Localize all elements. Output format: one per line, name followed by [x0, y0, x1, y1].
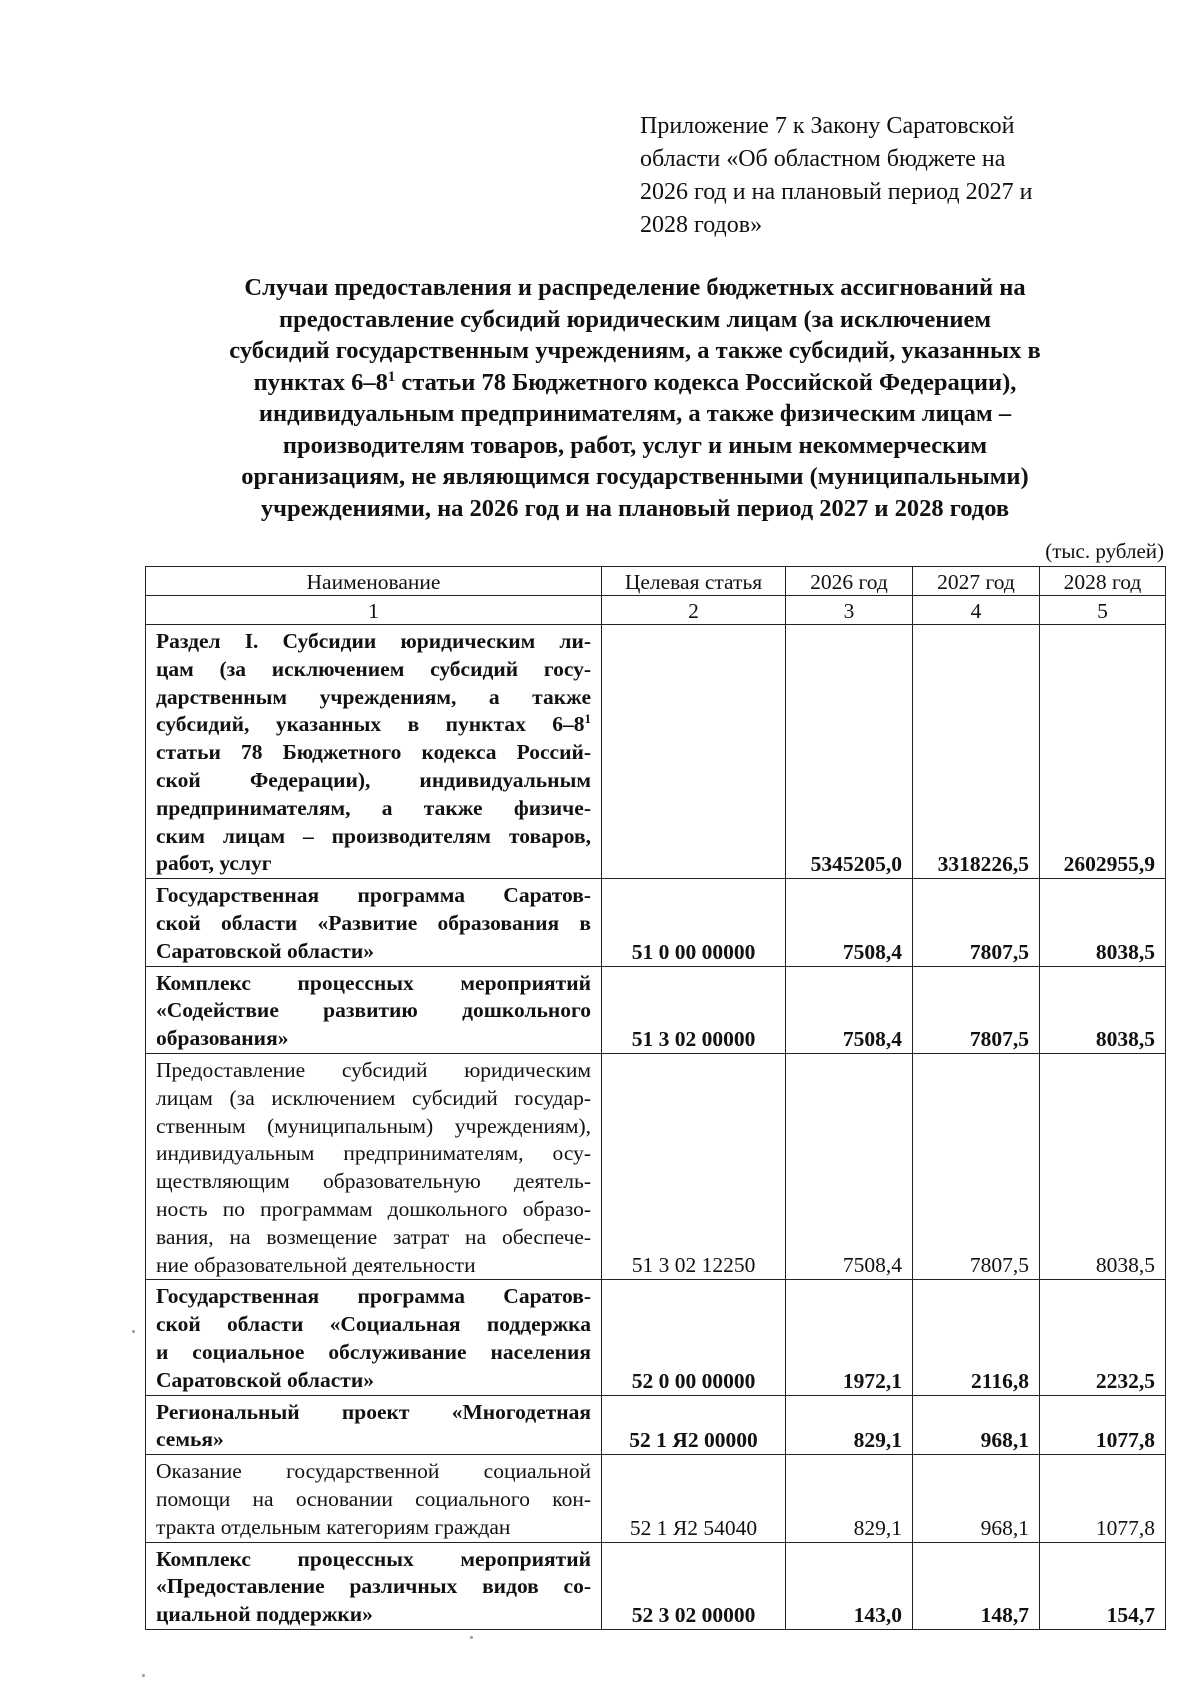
- row-name-line: ским лицам – производителям товаров,: [156, 823, 591, 848]
- row-name: [146, 1455, 602, 1542]
- appendix-reference: [640, 110, 1120, 242]
- row-name-line: и социальное обслуживание населения: [156, 1339, 591, 1364]
- scan-speck: [142, 1674, 145, 1677]
- table-row: [146, 1280, 1166, 1395]
- value-2026: 829,1: [786, 1395, 913, 1455]
- column-number: 2: [602, 596, 786, 625]
- row-name: [146, 1395, 602, 1455]
- row-name-line: Комплекс процессных мероприятий: [156, 970, 591, 995]
- value-2028: 1077,8: [1040, 1455, 1166, 1542]
- table-header-row: [146, 567, 1166, 596]
- value-2028: 8038,5: [1040, 1053, 1166, 1279]
- target-article: 52 0 00 00000: [602, 1280, 786, 1395]
- value-2028: 2602955,9: [1040, 625, 1166, 879]
- appendix-line: 2026 год и на плановый период 2027 и: [640, 179, 1033, 205]
- table-row: [146, 879, 1166, 966]
- row-name-line: индивидуальным предпринимателям, осу-: [156, 1141, 591, 1166]
- budget-table: [145, 566, 1166, 1630]
- row-name: [146, 879, 602, 966]
- row-name-line: ской области «Социальная поддержка: [156, 1312, 591, 1337]
- title-line: Случаи предоставления и распределение бюджетных ассигнований на: [244, 274, 1026, 301]
- value-2026: 1972,1: [786, 1280, 913, 1395]
- row-name-line: тракта отдельным категориям граждан: [156, 1514, 511, 1539]
- row-name-line: ность по программам дошкольного образо-: [156, 1196, 591, 1221]
- row-name-line: Комплекс процессных мероприятий: [156, 1546, 591, 1571]
- value-2027: 3318226,5: [913, 625, 1040, 879]
- target-article: 52 1 Я2 00000: [602, 1395, 786, 1455]
- value-2026: 7508,4: [786, 1053, 913, 1279]
- appendix-line: области «Об областном бюджете на: [640, 146, 1006, 172]
- row-name-line: семья»: [156, 1427, 224, 1452]
- appendix-line: Приложение 7 к Закону Саратовской: [640, 113, 1015, 139]
- footnote-superscript: 1: [584, 712, 591, 727]
- value-2028: 1077,8: [1040, 1395, 1166, 1455]
- row-name-line: Раздел I. Субсидии юридическим ли-: [156, 629, 591, 653]
- value-2027: 148,7: [913, 1542, 1040, 1629]
- row-name-line: помощи на основании социального кон-: [156, 1486, 591, 1511]
- row-name-line: ственным (муниципальным) учреждениям),: [156, 1113, 591, 1138]
- row-name-line: ской Федерации), индивидуальным: [156, 767, 591, 792]
- row-name-line: Предоставление субсидий юридическим: [156, 1057, 591, 1082]
- row-name: [146, 966, 602, 1053]
- value-2027: 7807,5: [913, 879, 1040, 966]
- value-2026: 143,0: [786, 1542, 913, 1629]
- row-name-line: образования»: [156, 1026, 289, 1051]
- value-2028: 8038,5: [1040, 966, 1166, 1053]
- table-row: [146, 625, 1166, 879]
- table-row: [146, 1455, 1166, 1542]
- row-name-line: ществляющим образовательную деятель-: [156, 1169, 591, 1194]
- value-2027: 968,1: [913, 1455, 1040, 1542]
- row-name-line: циальной поддержки»: [156, 1602, 373, 1627]
- title-fragment: статьи 78 Бюджетного кодекса Российской Федерации),: [395, 368, 1017, 396]
- title-line: предоставление субсидий юридическим лицам (за исключением: [278, 305, 992, 333]
- row-name-line: Региональный проект «Многодетная: [156, 1399, 591, 1424]
- row-name-line: ние образовательной деятельности: [156, 1252, 476, 1277]
- target-article: 52 1 Я2 54040: [602, 1455, 786, 1542]
- value-2026: 5345205,0: [786, 625, 913, 879]
- title-line: учреждениями, на 2026 год и на плановый период 2027 и 2028 годов: [260, 494, 1010, 522]
- table-row: [146, 1053, 1166, 1279]
- row-name-line: «Содействие развитию дошкольного: [156, 998, 591, 1023]
- value-2028: 8038,5: [1040, 879, 1166, 966]
- row-name-line: предпринимателям, а также физиче-: [156, 795, 591, 820]
- column-number: 3: [786, 596, 913, 625]
- row-name: [146, 1280, 602, 1395]
- row-name-line: Государственная программа Саратов-: [156, 883, 591, 908]
- scan-speck: [470, 1636, 473, 1639]
- row-name-line: «Предоставление различных видов со-: [156, 1574, 591, 1599]
- row-name-line: Оказание государственной социальной: [156, 1459, 591, 1484]
- title-line: субсидий государственным учреждениям, а также субсидий, указанных в: [229, 337, 1041, 364]
- row-name-line: ской области «Развитие образования в: [156, 910, 591, 935]
- table-row: [146, 1542, 1166, 1629]
- row-name-line: [156, 711, 591, 739]
- header-code: Целевая статья: [602, 567, 786, 596]
- title-line: организациям, не являющимся государственными (муниципальными): [241, 463, 1029, 490]
- target-article: 52 3 02 00000: [602, 1542, 786, 1629]
- title-line: [150, 367, 1120, 399]
- row-name-line: Государственная программа Саратов-: [156, 1284, 591, 1309]
- target-article: 51 3 02 00000: [602, 966, 786, 1053]
- footnote-superscript: 1: [387, 368, 396, 385]
- table-row: [146, 1395, 1166, 1455]
- row-name-line: статьи 78 Бюджетного кодекса Россий-: [156, 740, 591, 765]
- row-name-line: вания, на возмещение затрат на обеспече-: [156, 1224, 591, 1249]
- header-2027: 2027 год: [913, 567, 1040, 596]
- column-number: 4: [913, 596, 1040, 625]
- title-fragment: пунктах 6–8: [253, 368, 388, 396]
- value-2027: 7807,5: [913, 966, 1040, 1053]
- column-number-row: [146, 596, 1166, 625]
- title-line: производителям товаров, работ, услуг и иным некоммерческим: [282, 431, 988, 459]
- header-name: Наименование: [146, 567, 602, 596]
- row-name: [146, 1542, 602, 1629]
- row-name-line: лицам (за исключением субсидий государ-: [156, 1085, 591, 1110]
- value-2028: 154,7: [1040, 1542, 1166, 1629]
- row-name-line: Саратовской области»: [156, 1367, 374, 1392]
- table-row: [146, 966, 1166, 1053]
- value-2027: 7807,5: [913, 1053, 1040, 1279]
- value-2028: 2232,5: [1040, 1280, 1166, 1395]
- row-name-fragment: субсидий, указанных в пунктах 6–8: [156, 712, 585, 737]
- row-name-line: дарственным учреждениям, а также: [156, 684, 591, 709]
- target-article: 51 3 02 12250: [602, 1053, 786, 1279]
- document-title: [150, 272, 1120, 524]
- row-name: [146, 1053, 602, 1279]
- value-2027: 968,1: [913, 1395, 1040, 1455]
- value-2026: 829,1: [786, 1455, 913, 1542]
- row-name-line: работ, услуг: [156, 851, 272, 876]
- column-number: 5: [1040, 596, 1166, 625]
- value-2026: 7508,4: [786, 966, 913, 1053]
- appendix-line: 2028 годов»: [640, 212, 763, 238]
- header-2026: 2026 год: [786, 567, 913, 596]
- row-name: [146, 625, 602, 879]
- header-2028: 2028 год: [1040, 567, 1166, 596]
- target-article: [602, 625, 786, 879]
- row-name-line: Саратовской области»: [156, 938, 374, 963]
- scan-speck: [132, 1330, 135, 1333]
- title-line: индивидуальным предпринимателям, а также физическим лицам –: [258, 400, 1012, 427]
- units-label: (тыс. рублей): [1045, 539, 1164, 563]
- row-name-line: цам (за исключением субсидий госу-: [156, 656, 591, 681]
- column-number: 1: [146, 596, 602, 625]
- target-article: 51 0 00 00000: [602, 879, 786, 966]
- value-2027: 2116,8: [913, 1280, 1040, 1395]
- value-2026: 7508,4: [786, 879, 913, 966]
